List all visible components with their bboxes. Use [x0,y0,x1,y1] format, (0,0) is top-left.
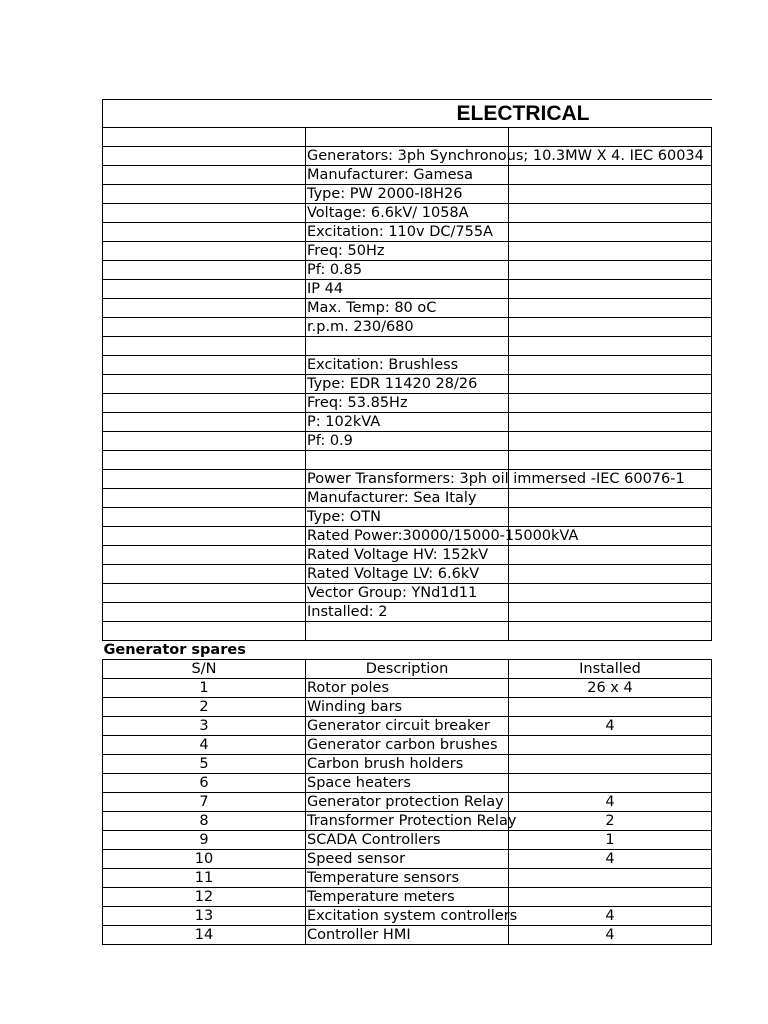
table-row [103,755,712,774]
serial-number: 9 [103,831,306,850]
installed-count: 4 [509,717,712,736]
table-row [103,679,712,698]
item-description: Rotor poles [306,679,509,698]
spec-empty-cell [103,394,306,413]
spec-row [103,242,712,261]
spec-text: Generators: 3ph Synchronous; 10.3MW X 4. IEC 60034 [307,148,704,164]
item-description: Generator circuit breaker [306,717,509,736]
spec-row [103,185,712,204]
item-description: Transformer Protection Relay [307,813,517,829]
spec-row [103,546,712,565]
electrical-spec-table [102,99,712,945]
item-description: Generator protection Relay [306,793,509,812]
spec-empty-cell [509,432,712,451]
spec-row [103,413,712,432]
spec-row [103,337,712,356]
serial-number: 13 [103,907,306,926]
table-row [103,717,712,736]
spec-row [103,432,712,451]
spec-row [103,451,712,470]
spec-text: Voltage: 6.6kV/ 1058A [306,204,509,223]
document-title: ELECTRICAL [103,100,712,128]
spec-empty-cell [509,375,712,394]
serial-number: 12 [103,888,306,907]
serial-number: 10 [103,850,306,869]
serial-number: 6 [103,774,306,793]
spec-empty-cell [509,223,712,242]
spec-empty-cell [103,527,306,546]
spec-empty-cell [103,337,306,356]
spec-text: Rated Voltage LV: 6.6kV [306,565,509,584]
spec-row [103,470,712,489]
spec-empty-cell [509,261,712,280]
table-row [103,850,712,869]
spec-text: Excitation: 110v DC/755A [306,223,509,242]
spec-empty-cell [103,432,306,451]
spec-empty-cell [509,318,712,337]
spec-row [103,394,712,413]
spec-empty-cell [103,223,306,242]
serial-number: 5 [103,755,306,774]
column-header-installed: Installed [509,660,712,679]
spec-empty-cell [509,128,712,147]
spec-empty-cell [103,584,306,603]
item-description: Carbon brush holders [306,755,509,774]
installed-count: 2 [509,812,712,831]
serial-number: 8 [103,812,306,831]
spec-row [103,261,712,280]
title-row [103,100,712,128]
spec-text: Rated Voltage HV: 152kV [306,546,509,565]
spec-empty-cell [509,546,712,565]
spec-empty-cell [509,185,712,204]
spec-row [103,622,712,641]
column-header-description: Description [306,660,509,679]
table-row [103,736,712,755]
spec-empty-cell [103,261,306,280]
spec-row [103,204,712,223]
spec-text: Freq: 50Hz [306,242,509,261]
item-description: Temperature meters [306,888,509,907]
section-heading-row [103,641,712,660]
spec-empty-cell [103,413,306,432]
spec-empty-cell [509,565,712,584]
item-description: Winding bars [306,698,509,717]
table-row [103,774,712,793]
spec-empty-cell [509,489,712,508]
spec-text: Power Transformers: 3ph oil immersed -IEC 60076-1 [307,471,685,487]
spec-text: Type: PW 2000-I8H26 [306,185,509,204]
installed-count [509,698,712,717]
spec-empty-cell [509,337,712,356]
spec-row [103,527,712,546]
table-row [103,698,712,717]
spec-text: Pf: 0.85 [306,261,509,280]
table-row [103,869,712,888]
serial-number: 3 [103,717,306,736]
item-description: Controller HMI [306,926,509,945]
spec-row [103,147,712,166]
spec-empty-cell [103,128,306,147]
item-description: Excitation system controllers [307,908,518,924]
spec-row [103,565,712,584]
installed-count: 26 x 4 [509,679,712,698]
spec-empty-cell [103,546,306,565]
spares-header-row [103,660,712,679]
section-heading: Generator spares [103,641,712,660]
spec-row [103,223,712,242]
spec-text [306,451,509,470]
spec-row [103,318,712,337]
spec-empty-cell [103,603,306,622]
spec-empty-cell [509,584,712,603]
spec-row [103,299,712,318]
spec-empty-cell [509,299,712,318]
spec-row [103,584,712,603]
column-header-sn: S/N [103,660,306,679]
spec-row [103,128,712,147]
spec-empty-cell [103,147,306,166]
spec-row [103,489,712,508]
table-row [103,812,712,831]
spec-text: Freq: 53.85Hz [306,394,509,413]
serial-number: 7 [103,793,306,812]
installed-count [509,869,712,888]
serial-number: 11 [103,869,306,888]
spec-empty-cell [103,242,306,261]
spec-text: Type: OTN [306,508,509,527]
spec-empty-cell [509,280,712,299]
spec-text: r.p.m. 230/680 [306,318,509,337]
spec-text: Pf: 0.9 [306,432,509,451]
serial-number: 2 [103,698,306,717]
table-row [103,888,712,907]
serial-number: 4 [103,736,306,755]
spec-empty-cell [103,508,306,527]
spec-empty-cell [103,318,306,337]
spec-text: P: 102kVA [306,413,509,432]
installed-count [509,755,712,774]
spec-text: Manufacturer: Gamesa [306,166,509,185]
spec-empty-cell [103,185,306,204]
spec-row [103,603,712,622]
spec-empty-cell [509,603,712,622]
spec-empty-cell [103,204,306,223]
installed-count: 4 [509,850,712,869]
spec-empty-cell [103,166,306,185]
spec-empty-cell [509,622,712,641]
spec-text [306,622,509,641]
serial-number: 1 [103,679,306,698]
spec-empty-cell [103,565,306,584]
spec-text: Vector Group: YNd1d11 [306,584,509,603]
table-row [103,793,712,812]
item-description: Space heaters [306,774,509,793]
installed-count [509,888,712,907]
spec-text: IP 44 [306,280,509,299]
installed-count [509,736,712,755]
spec-text: Max. Temp: 80 oC [306,299,509,318]
spec-empty-cell [509,166,712,185]
spec-empty-cell [509,356,712,375]
spec-row [103,375,712,394]
spec-empty-cell [103,622,306,641]
spec-text: Manufacturer: Sea Italy [306,489,509,508]
spec-empty-cell [103,375,306,394]
installed-count: 1 [509,831,712,850]
spec-text [306,337,509,356]
item-description: Generator carbon brushes [306,736,509,755]
spec-empty-cell [103,470,306,489]
installed-count [509,774,712,793]
serial-number: 14 [103,926,306,945]
spec-empty-cell [103,299,306,318]
spec-empty-cell [509,508,712,527]
table-row [103,831,712,850]
spec-row [103,356,712,375]
spec-empty-cell [509,451,712,470]
spec-empty-cell [103,280,306,299]
installed-count: 4 [509,793,712,812]
spec-row [103,166,712,185]
spec-empty-cell [509,204,712,223]
spec-text: Type: EDR 11420 28/26 [306,375,509,394]
spec-text: Rated Power:30000/15000-15000kVA [307,528,579,544]
table-row [103,926,712,945]
table-row [103,907,712,926]
spec-row [103,280,712,299]
spec-empty-cell [103,356,306,375]
spec-text: Excitation: Brushless [306,356,509,375]
installed-count: 4 [509,926,712,945]
spec-empty-cell [103,489,306,508]
spec-row [103,508,712,527]
item-description: Speed sensor [306,850,509,869]
spec-text: Installed: 2 [306,603,509,622]
item-description: SCADA Controllers [306,831,509,850]
item-description: Temperature sensors [306,869,509,888]
spec-empty-cell [509,242,712,261]
spec-empty-cell [509,413,712,432]
spec-empty-cell [509,394,712,413]
installed-count: 4 [509,907,712,926]
spec-text [306,128,509,147]
spec-empty-cell [103,451,306,470]
